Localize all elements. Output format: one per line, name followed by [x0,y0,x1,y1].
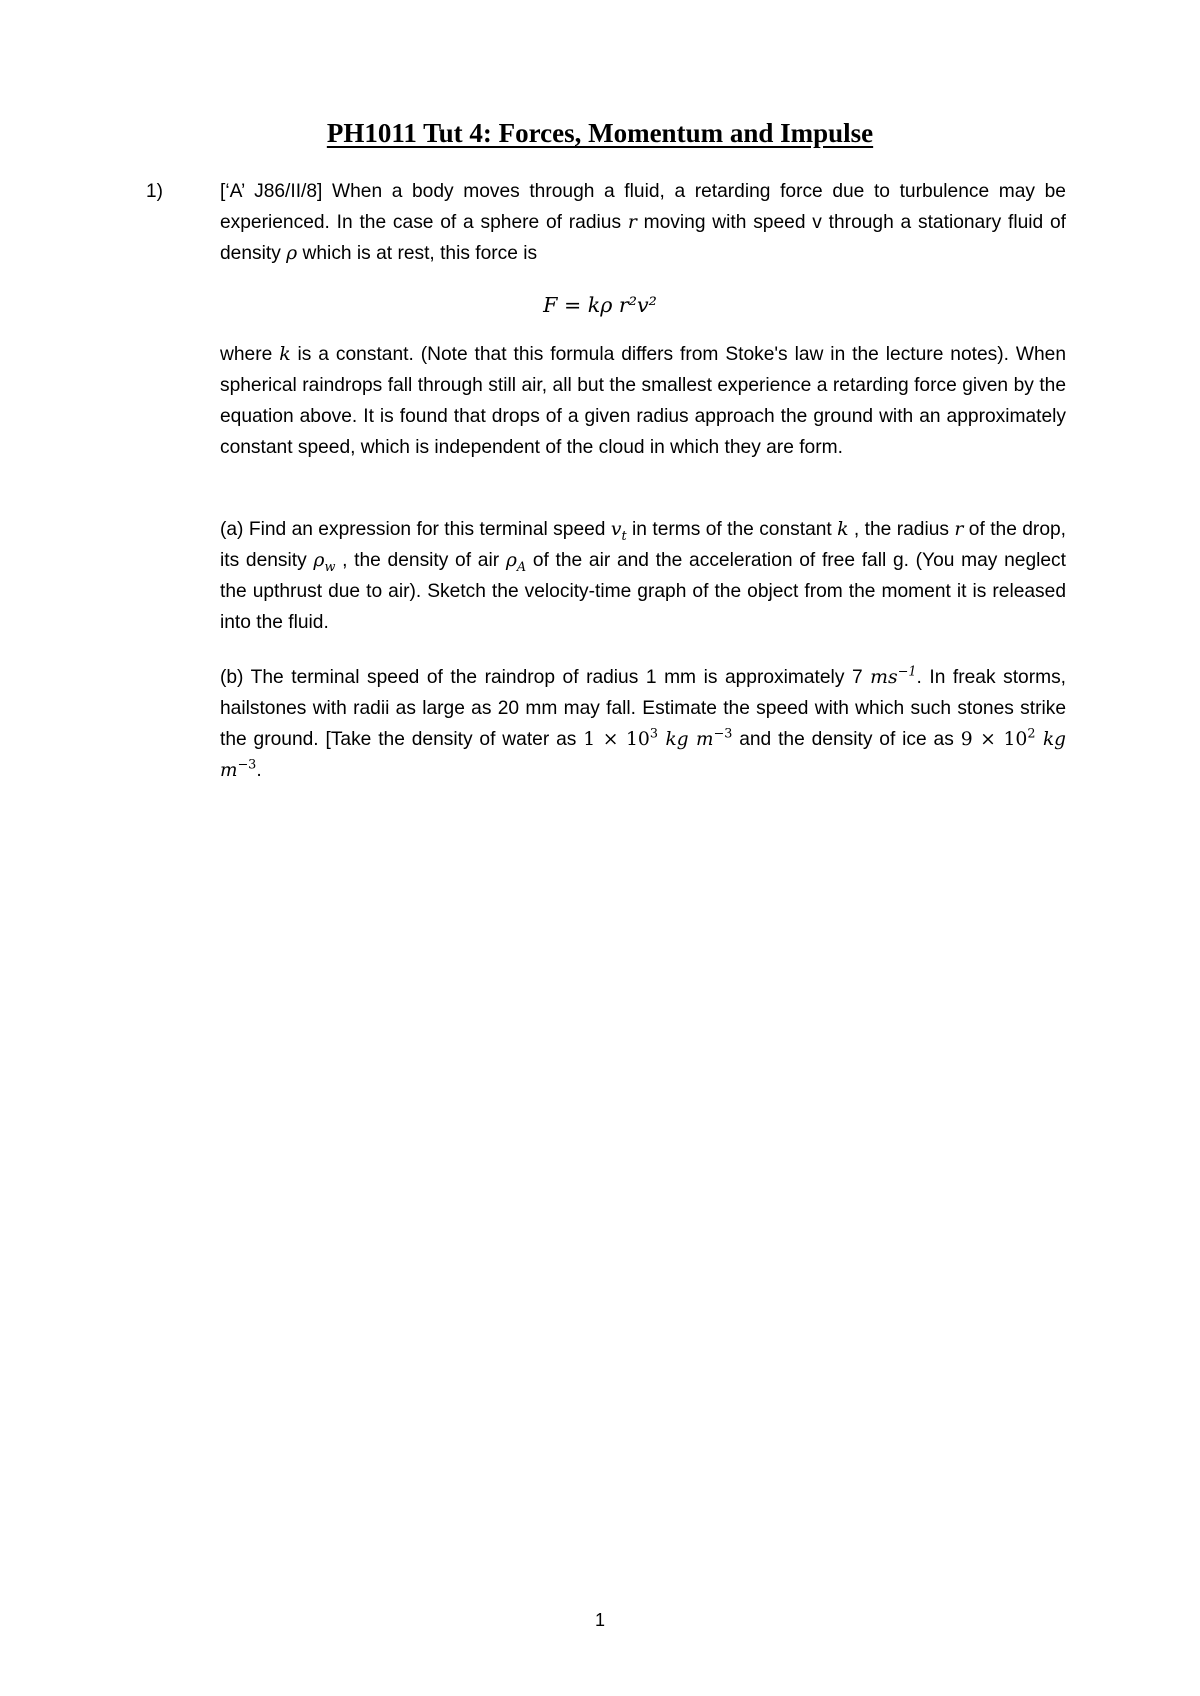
note-text-1: where [220,344,280,365]
subscript-t: t [621,528,627,544]
unit-ms-base: ms [870,667,898,688]
drag-force-formula [0,290,1200,321]
symbol-v: v [610,519,622,540]
part-a-text-5: , the density of air [335,550,506,571]
part-b-text-4: . [256,760,262,781]
water-density-value [583,726,733,750]
subscript-w: w [324,559,336,575]
unit-kg-ice: kg [1043,729,1066,750]
part-a-text-4: of the drop, its density [220,519,1066,571]
part-a-paragraph [220,514,1066,638]
ice-exponent: 2 [1027,726,1036,742]
symbol-v-terminal [610,519,627,544]
question-source: [‘A’ J86/II/8] [220,181,323,202]
unit-kg-water: kg [665,729,689,750]
intro-text-2: moving with speed v through a stationary fluid of density [220,212,1066,264]
unit-m-ice: m [220,760,238,781]
part-a-text-6: of the air and the acceleration of free fall g. (You may neglect the upthrust due to air). Sketch the velocity-time graph of the object from the moment it is released into the fluid. [220,550,1066,633]
water-exponent: 3 [649,726,659,742]
question-number: 1) [146,181,163,202]
symbol-rho-base-w: ρ [313,550,325,571]
formula-expression: F = kρ r²v² [543,293,657,317]
symbol-r: r [627,212,637,233]
page-number: 1 [594,1610,605,1630]
note-text-2: is a constant. (Note that this formula differs from Stoke's law in the lecture notes). When spherical raindrops fall through still air, all but the smallest experience a retarding force given by the equation above. It is found that drops of a given radius approach the ground with an approximately constant speed, which is independent of the cloud in which they are form. [220,344,1067,458]
symbol-k-a: k [837,519,849,540]
part-b-text-3: and the density of ice as [732,729,961,750]
part-a-text-3: , the radius [848,519,955,540]
water-unit-exponent: −3 [713,726,733,742]
symbol-rho-base-a: ρ [505,550,517,571]
part-b-text-2: . In freak storms, hailstones with radii as large as 20 mm may fall. Estimate the speed with which such stones strike the ground. [Take the density of water as [220,667,1066,750]
part-b-paragraph [220,662,1066,786]
symbol-r-a: r [954,519,964,540]
part-a-text-2: in terms of the constant [626,519,838,540]
page-title: PH1011 Tut 4: Forces, Momentum and Impulse [326,118,874,148]
intro-text-1: When a body moves through a fluid, a retarding force due to turbulence may be experienced. In the case of a sphere of radius [220,181,1066,233]
water-coefficient: 1 × 10 [583,729,650,750]
exponent-neg1: −1 [897,664,917,680]
part-b-text-1: (b) The terminal speed of the raindrop of radius 1 mm is approximately 7 [220,667,871,688]
subscript-a: A [516,559,527,575]
symbol-rho-a [505,550,527,575]
symbol-rho: ρ [286,243,298,264]
unit-m-water: m [696,729,714,750]
intro-text-3: which is at rest, this force is [297,243,538,264]
question-intro [220,176,1066,269]
ice-unit-exponent: −3 [237,757,257,773]
part-a-text-1: (a) Find an expression for this terminal speed [220,519,611,540]
ice-coefficient: 9 × 10 [960,729,1028,750]
unit-ms [870,664,917,688]
note-paragraph [220,339,1066,463]
symbol-k: k [279,344,291,365]
symbol-rho-w [313,550,336,575]
